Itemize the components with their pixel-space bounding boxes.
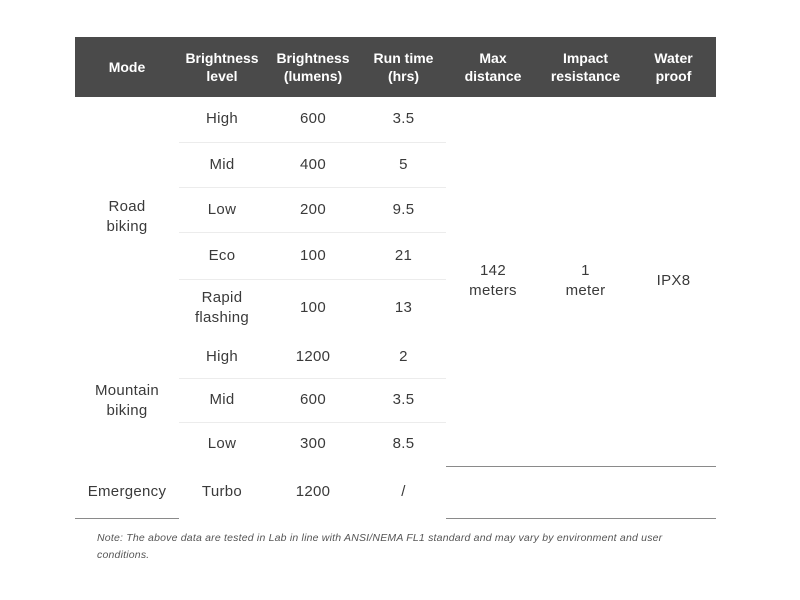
header-max-distance: Max distance bbox=[446, 37, 540, 97]
table-body bbox=[75, 97, 716, 518]
runtime-cell: 13 bbox=[394, 298, 413, 316]
header-waterproof: Water proof bbox=[631, 37, 716, 97]
brightness-level-cell: Rapid flashing bbox=[194, 288, 250, 326]
footnote: Note: The above data are tested in Lab in line with ANSI/NEMA FL1 standard and may vary by environment and user conditions. bbox=[97, 532, 663, 561]
header-row bbox=[75, 37, 716, 97]
impact-resistance-cell: 1 meter bbox=[540, 97, 631, 466]
brightness-level-cell: Mid bbox=[179, 142, 265, 187]
runtime-cell: 9.5 bbox=[361, 187, 446, 232]
runtime-cell: 3.5 bbox=[361, 378, 446, 422]
lumens-cell: 1200 bbox=[265, 336, 361, 378]
brightness-level-cell: Low bbox=[207, 435, 237, 453]
empty-cell bbox=[446, 466, 540, 518]
runtime-cell: 3.5 bbox=[361, 97, 446, 142]
waterproof-cell: IPX8 bbox=[631, 97, 716, 466]
brightness-level-cell: Eco bbox=[179, 232, 265, 279]
lumens-cell: 600 bbox=[265, 97, 361, 142]
empty-cell bbox=[540, 466, 631, 518]
table-row bbox=[75, 97, 716, 142]
brightness-level-cell: High bbox=[179, 336, 265, 378]
runtime-cell: 2 bbox=[361, 336, 446, 378]
mode-cell: Road biking bbox=[106, 197, 148, 235]
header-run-time: Run time (hrs) bbox=[361, 37, 446, 97]
runtime-cell: 21 bbox=[361, 232, 446, 279]
header-mode: Mode bbox=[75, 37, 179, 97]
mode-cell: Emergency bbox=[75, 466, 179, 518]
max-distance-cell: 142 meters bbox=[446, 97, 540, 466]
lumens-cell: 100 bbox=[265, 232, 361, 279]
header-impact-resistance: Impact resistance bbox=[540, 37, 631, 97]
runtime-cell: 5 bbox=[361, 142, 446, 187]
mode-cell: Mountain biking bbox=[94, 382, 160, 419]
lumens-cell: 300 bbox=[300, 435, 326, 453]
brightness-level-cell: High bbox=[179, 97, 265, 142]
lumens-cell: 100 bbox=[300, 298, 326, 316]
header-brightness-level: Brightness level bbox=[179, 37, 265, 97]
runtime-cell: / bbox=[401, 483, 406, 500]
brightness-level-cell: Mid bbox=[179, 378, 265, 422]
lumens-cell: 600 bbox=[265, 378, 361, 422]
brightness-level-cell: Turbo bbox=[201, 483, 243, 500]
brightness-level-cell: Low bbox=[179, 187, 265, 232]
table-row bbox=[75, 466, 716, 518]
lumens-cell: 200 bbox=[265, 187, 361, 232]
lumens-cell: 1200 bbox=[295, 483, 331, 500]
spec-table bbox=[75, 37, 716, 519]
lumens-cell: 400 bbox=[265, 142, 361, 187]
empty-cell bbox=[631, 466, 716, 518]
runtime-cell: 8.5 bbox=[392, 435, 415, 453]
header-brightness-lumens: Brightness (lumens) bbox=[265, 37, 361, 97]
